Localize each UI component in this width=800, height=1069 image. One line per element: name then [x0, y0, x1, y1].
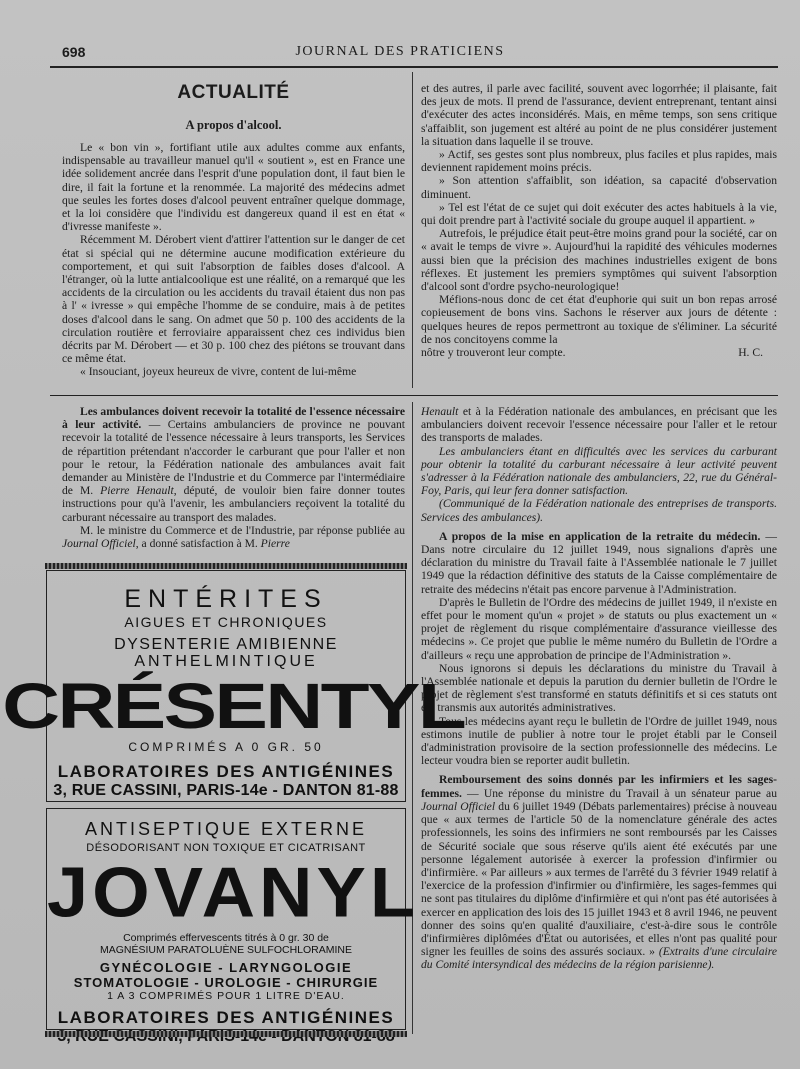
ad-indication: ANTHELMINTIQUE	[134, 653, 318, 670]
ad-border-band	[45, 563, 407, 569]
ad-laboratory: LABORATOIRES DES ANTIGÉNINES	[57, 762, 395, 781]
source-credit: (Communiqué de la Fédération nationale des entreprises de transports. Services des ambulances).	[421, 497, 777, 524]
cresentyl-advertisement	[2, 570, 465, 802]
paragraph: D'après le Bulletin de l'Ordre des médecins de juillet 1949, il n'existe en effet pour le moment qu'un « projet » de statuts ou plus exactement un « projet de règlement du risque complémentaire d'assurance vieillesse des médecins ». Ce projet que publie le même numéro du Bulletin de l'Ordre a d'ailleurs « reçu une approbation de principe de l'Administration ».	[421, 595, 777, 662]
ad-dosage: MAGNÉSIUM PARATOLUÈNE SULFOCHLORAMINE	[99, 944, 353, 956]
article-heading: Les ambulances doivent recevoir la totalité de l'essence nécessaire à leur activité.	[62, 405, 405, 432]
column-divider-top	[412, 72, 413, 388]
right-bottom-column	[421, 405, 777, 972]
journal-title: JOURNAL DES PRATICIENS	[295, 44, 505, 59]
article-heading: Remboursement des soins donnés par les infirmiers et les sages-femmes.	[421, 773, 777, 800]
ad-indication: DYSENTERIE AMIBIENNE	[114, 636, 338, 653]
ad-border-band	[45, 1031, 407, 1037]
ad-usage: 1 A 3 COMPRIMÉS POUR 1 LITRE D'EAU.	[107, 990, 345, 1002]
article-text: M. le ministre du Commerce et de l'Industrie, par réponse publiée au	[80, 523, 405, 537]
article-text: — Certains ambulanciers de province ne pouvant recevoir la totalité de l'essence nécessaire à leurs transports, les Services de répartition prétendant n'accorder le carburant que pour l'aller et non pour le retour, la Fédération nationale des ambulances avait fait demander au Ministère de l'Industrie et du Commerce par l'intermédiaire de M.	[62, 418, 405, 498]
author-initials: H. C.	[738, 346, 763, 360]
ad-indication: AIGUES ET CHRONIQUES	[124, 614, 328, 630]
paragraph: » Son attention s'affaiblit, son idéation, sa capacité d'observation diminuent.	[421, 174, 777, 201]
paragraph: Le « bon vin », fortifiant utile aux adultes comme aux enfants, indispensable au travailleur manuel qu'il « soutient », est en France une idée solidement ancrée dans l'esprit d'une population dont, il faut bien le dire, il fait la fortune et la renommée. La majorité des médecins admet que seules les fortes doses d'alcool peuvent entraîner quelque dommage, et la loi considère que l'individu est dangereux quand il est en état « d'ivresse manifeste ».	[62, 141, 405, 234]
journal-reference: Journal Officiel	[421, 799, 496, 813]
person-name: Pierre	[260, 537, 290, 551]
ad-laboratory: LABORATOIRES DES ANTIGÉNINES	[57, 1008, 395, 1027]
journal-reference: Journal Officiel	[62, 537, 136, 551]
section-title: ACTUALITÉ	[177, 82, 290, 103]
article-text: — Une réponse du ministre du Travail à un sénateur parue au	[461, 786, 777, 800]
actualite-right-column	[421, 82, 777, 359]
ad-dosage: COMPRIMÉS A 0 GR. 50	[128, 740, 324, 754]
section-divider	[50, 395, 778, 396]
article-text: et à la Fédération nationale des ambulances, en précisant que les ambulanciers doivent recevoir l'essence nécessaire pour l'aller et le retour des transports de malades.	[421, 405, 777, 445]
paragraph: Tous les médecins ayant reçu le bulletin de l'Ordre de juillet 1949, nous estimons inutile de publier à notre tour le projet établi par le Conseil d'administration provisoire de la section professionnelle des médecins. Le lecteur voudra bien se reporter audit bulletin.	[421, 714, 777, 768]
article-text: , a donné satisfaction à M.	[135, 537, 261, 551]
ad-dosage: Comprimés effervescents titrés à 0 gr. 30 de	[123, 932, 329, 944]
article-text: , député, de vouloir bien faire donner toutes instructions pour qu'à l'avenir, les ambulanciers reçoivent la totalité du carburant nécessaire au transport des malades.	[62, 484, 405, 524]
ad-brand-name: CRÉSENTYL	[2, 670, 465, 742]
person-name: Henault	[421, 405, 459, 418]
paragraph: Autrefois, le préjudice était peut-être moins grand pour la société, car on « avait le temps de vivre ». Aujourd'hui la rapidité des véhicules modernes aussi bien que la précision des machines industrielles exigent de bons réflexes. Et justement les premiers symptômes qui suivent l'absorption d'alcool sont d'ordre psycho-neurologique!	[421, 227, 777, 294]
signature-line	[421, 346, 777, 359]
paragraph: » Tel est l'état de ce sujet qui doit exécuter des actes habituels à la vie, qui doit prendre part à l'activité sociale du groupe auquel il appartient. »	[421, 200, 777, 228]
paragraph: Récemment M. Dérobert vient d'attirer l'attention sur le danger de cet état si spécial qui ne détermine aucune modification extérieure du comportement, et qui suit l'absorption de faibles doses d'alcool. A l'étranger, où la lutte antialcoolique est une réalité, on a remarqué que les accidents de la circulation ou les accidents du travail étaient dus non pas à l' « ivresse » qui empêche l'homme de se conduire, mais à de petites doses d'alcool dans le sang. On admet que 50 p. 100 des accidents de la circulation routière et ferroviaire apparaissent chez ces individus bien décrits par M. Dérobert — et 30 p. 100 chez des piétons se trouvant dans ce même état.	[62, 233, 405, 366]
paragraph: Méfions-nous donc de cet état d'euphorie qui suit un bon repas arrosé copieusement de bons vins. Sachons le réserver aux jours de détente : quelques heures de repos permettront au toxique de s'éliminer. La sécurité de nos concitoyens comme la	[421, 293, 777, 346]
paragraph: Nous ignorons si depuis les déclarations du ministre du Travail à l'Assemblée nationale et depuis la parution du dernier bulletin de l'Ordre le projet de règlement s'est transformé en statuts définitifs et si ces statuts ont été transmis aux autorités administratives.	[421, 661, 777, 715]
paragraph: et des autres, il parle avec facilité, souvent avec logorrhée; il plaisante, fait des jeux de mots. Il prend de l'assurance, devient entreprenant, tentant ainsi d'exécuter des actes inconsidérés. Mais, en même temps, son sens critique s'affaiblit, son jugement est altéré au point de ne plus considérer justement la situation dans laquelle il se trouve.	[421, 82, 777, 148]
closing-text: nôtre y trouveront leur compte.	[421, 346, 566, 360]
article-heading: A propos de la mise en application de la retraite du médecin.	[439, 529, 761, 543]
source-credit: (Extraits d'une circulaire du Comité intersyndical des médecins de la région parisienne).	[421, 945, 777, 972]
ad-indication: ENTÉRITES	[124, 585, 328, 613]
ambulances-article-left	[62, 405, 405, 550]
article-text: — Dans notre circulaire du 12 juillet 1949, nous signalions d'après une déclaration du ministre du Travail faite à l'Assemblée nationale le 7 juillet 1949 que la rédaction définitive des statuts de la Caisse complémentaire de retraite des médecins n'était pas encore parvenue à l'Administration.	[421, 529, 777, 596]
paragraph: » Actif, ses gestes sont plus nombreux, plus faciles et plus rapides, mais deviennent rapidement moins précis.	[421, 148, 777, 175]
jovanyl-advertisement	[46, 808, 420, 1030]
article-subtitle: A propos d'alcool.	[185, 118, 282, 132]
actualite-left-column	[62, 82, 405, 379]
ad-address: 3, RUE CASSINI, PARIS-14e - DANTON 81-88	[53, 782, 399, 799]
paragraph: « Insouciant, joyeux heureux de vivre, content de lui-même	[80, 365, 357, 379]
ad-indication: ANTISEPTIQUE EXTERNE	[84, 819, 368, 839]
page-number: 698	[62, 44, 86, 60]
header-rule	[50, 66, 778, 68]
ad-brand-name: JOVANYL	[47, 853, 420, 932]
notice-text: Les ambulanciers étant en difficultés avec les services du carburant pour obtenir la totalité du carburant nécessaire à leur activité peuvent s'adresser à la Fédération nationale des ambulanciers, 22, rue du Général-Foy, Paris, qui leur fera donner satisfaction.	[421, 444, 777, 498]
ad-specialties: GYNÉCOLOGIE - LARYNGOLOGIE	[99, 960, 353, 975]
article-text: du 6 juillet 1949 (Débats parlementaires) précise à nouveau que « aux termes de l'article 50 de la nomenclature générale des actes professionnels, les soins des infirmiers ne sont remboursés par les Caisses de Sécurité sociale que sous réserve qu'ils aient été exécutés par une personne légalement autorisée à exercer la profession d'infirmier ou d'infirmière. « Par ailleurs » aux termes de l'arrêté du 3 février 1949 relatif à l'exercice de la profession d'infirmier ou d'infirmière, les sages-femmes qui ne sont pas titulaires du diplôme d'infirmière et qui n'ont pas été autorisées à exercer en application des lois des 15 juillet 1943 et 8 avril 1946, ne peuvent donner des soins qu'en qualité d'auxiliaire, c'est-à-dire sous le contrôle d'infirmières diplômées d'État ou autorisées, et elles n'ont pas qualité pour signer les feuilles de soins des assurés sociaux. »	[421, 799, 777, 959]
person-name: Pierre Henault	[100, 484, 174, 498]
ad-indication: DÉSODORISANT NON TOXIQUE ET CICATRISANT	[86, 842, 366, 854]
ad-specialties: STOMATOLOGIE - UROLOGIE - CHIRURGIE	[73, 975, 379, 990]
